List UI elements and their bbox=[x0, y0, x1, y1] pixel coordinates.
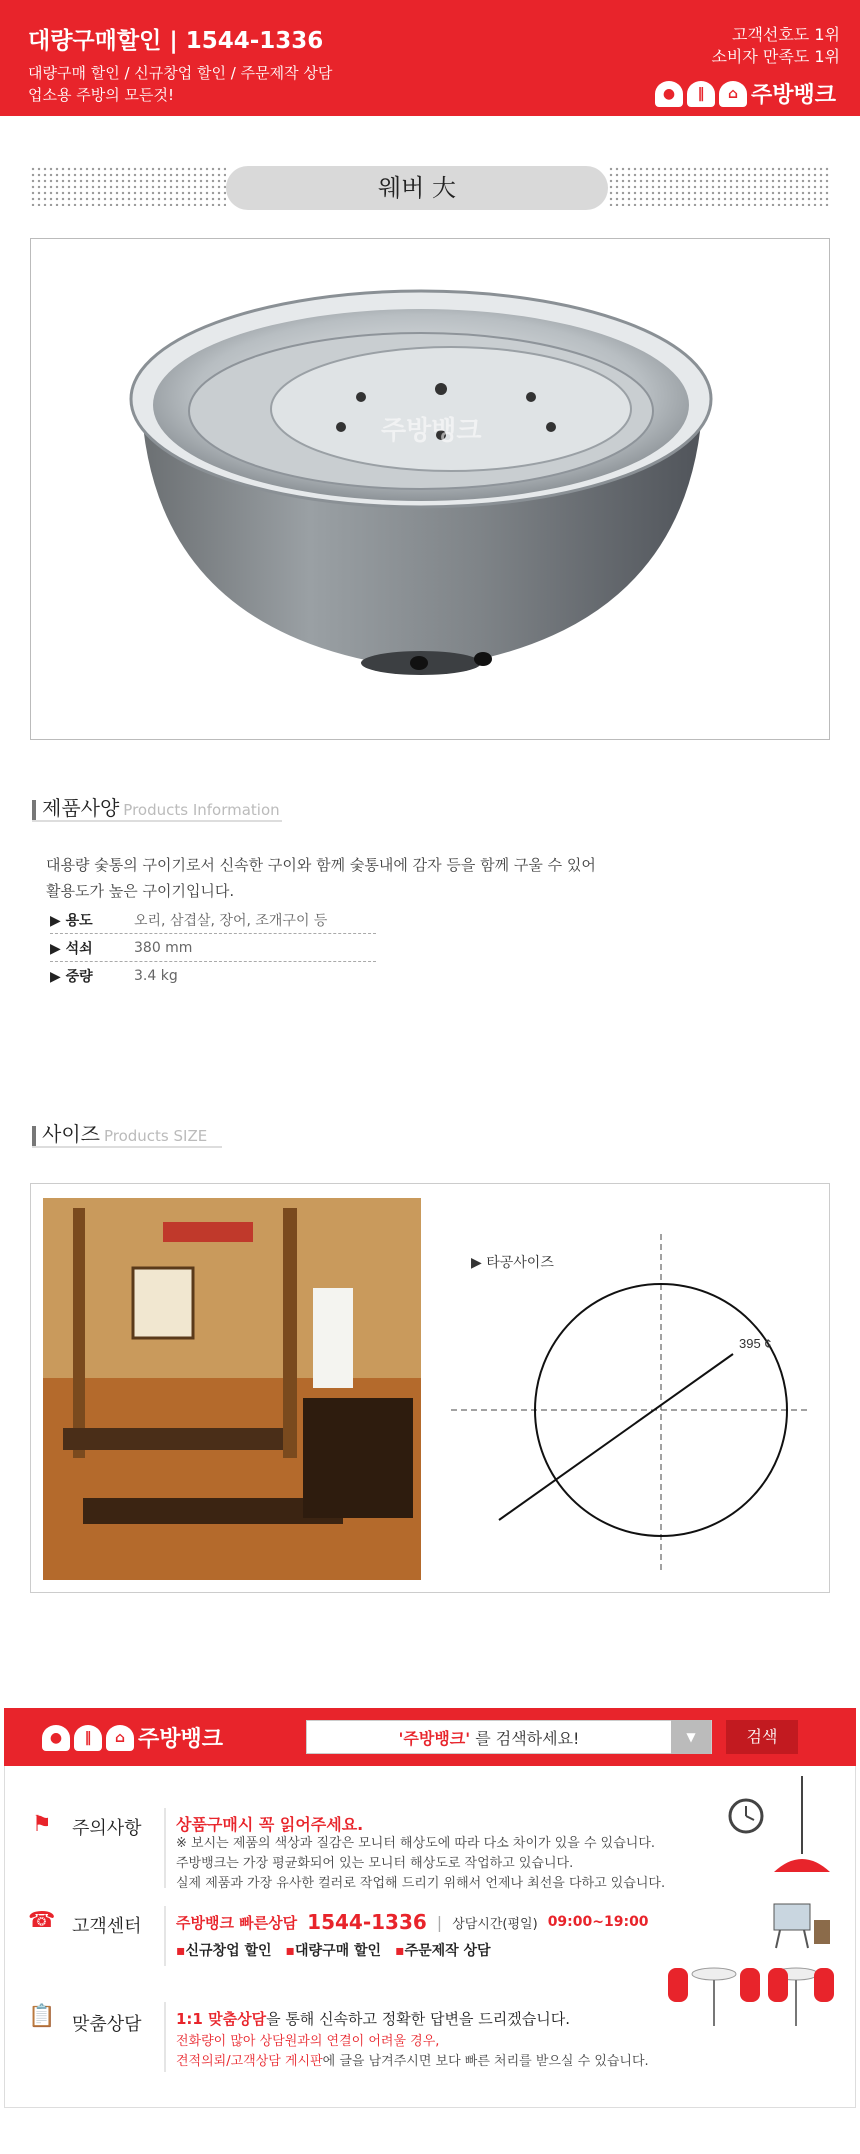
store-icon: ⌂ bbox=[719, 81, 747, 107]
hole-size-dimension: 395 ¢ bbox=[739, 1336, 772, 1351]
restaurant-photo bbox=[43, 1198, 421, 1580]
banner-right-2: 소비자 만족도 1위 bbox=[711, 47, 840, 66]
notice-label: 주의사항 bbox=[72, 1818, 142, 1839]
chevron-down-icon[interactable]: ▼ bbox=[671, 1720, 711, 1754]
consult-line-3: 견적의뢰/고객상담 게시판에 글을 남겨주시면 보다 빠른 처리를 받으실 수 있습니다. bbox=[176, 2054, 649, 2069]
search-button[interactable]: 검색 bbox=[726, 1720, 798, 1754]
spec-heading: 제품사양 Products Information bbox=[32, 792, 280, 821]
watermark-text: 주방뱅크 bbox=[381, 415, 482, 445]
footer-brand-name: 주방뱅크 bbox=[138, 1727, 224, 1752]
banner-line-2: 업소용 주방의 모든것! bbox=[28, 86, 174, 104]
size-frame bbox=[30, 1183, 830, 1593]
cs-tags: ▪신규창업 할인 ▪대량구매 할인 ▪주문제작 상담 bbox=[176, 1943, 491, 1959]
banner-right-1: 고객선호도 1위 bbox=[731, 25, 840, 44]
utensils-icon: ‖ bbox=[687, 81, 715, 107]
search-input[interactable] bbox=[306, 1720, 712, 1754]
spec-row: ▶ 중량 3.4 kg bbox=[50, 968, 178, 985]
search-placeholder-text: 를 검색하세요! bbox=[470, 1728, 580, 1748]
search-placeholder-brand: '주방뱅크' bbox=[398, 1728, 471, 1748]
consult-line-1: 1:1 맞춤상담을 통해 신속하고 정확한 답변을 드리겠습니다. bbox=[176, 2010, 570, 2028]
flag-icon: ⚑ bbox=[32, 1812, 52, 1837]
dot-pattern-left bbox=[30, 166, 226, 206]
spec-heading-underline bbox=[32, 820, 282, 822]
spec-row: ▶ 석쇠 380 mm bbox=[50, 934, 376, 962]
size-heading-underline bbox=[32, 1146, 222, 1148]
store-icon: ⌂ bbox=[106, 1725, 134, 1751]
notice-title: 상품구매시 꼭 읽어주세요. bbox=[176, 1815, 364, 1834]
brand-logo[interactable] bbox=[655, 78, 836, 109]
spec-description: 대용량 숯통의 구이기로서 신속한 구이와 함께 숯통내에 감자 등을 함께 구울 수 있어 활용도가 높은 구이기입니다. bbox=[46, 856, 596, 900]
easel-icon bbox=[770, 1900, 834, 1950]
banner-title: 대량구매할인 | 1544-1336 bbox=[28, 28, 324, 54]
hole-size-label: ▶ 타공사이즈 bbox=[471, 1255, 554, 1271]
grill-bowl-image bbox=[31, 239, 831, 741]
cs-phone[interactable]: 1544-1336 bbox=[307, 1910, 427, 1934]
clipboard-icon: 📋 bbox=[28, 2004, 56, 2029]
footer-brand-logo[interactable] bbox=[42, 1722, 223, 1753]
cs-contact: 주방뱅크 빠른상담 1544-1336 | 상담시간(평일) 09:00~19:00 bbox=[176, 1910, 649, 1934]
utensils-icon: ‖ bbox=[74, 1725, 102, 1751]
cafe-chairs-icon bbox=[664, 1960, 840, 2030]
brand-name: 주방뱅크 bbox=[750, 83, 836, 108]
cs-label: 고객센터 bbox=[72, 1916, 142, 1937]
size-heading: 사이즈 Products SIZE bbox=[32, 1118, 207, 1147]
clock-and-lamp-icon bbox=[724, 1776, 834, 1886]
product-image-frame bbox=[30, 238, 830, 740]
notice-body: ※ 보시는 제품의 색상과 질감은 모니터 해상도에 따라 다소 차이가 있을 수 있습니다. 주방뱅크는 가장 평균화되어 있는 모니터 해상도로 작업하고 있습니다. 실제 제품과 가장 유사한 컬러로 작업해 드리기 위해서 언제나 최선을 다하고 있습니다. bbox=[176, 1836, 666, 1891]
cloche-icon: ● bbox=[655, 81, 683, 107]
cloche-icon: ● bbox=[42, 1725, 70, 1751]
spec-row: ▶ 용도 오리, 삼겹살, 장어, 조개구이 등 bbox=[50, 906, 376, 934]
dot-pattern-right bbox=[608, 166, 830, 206]
hole-size-diagram bbox=[451, 1234, 821, 1584]
banner-line-1: 대량구매 할인 / 신규창업 할인 / 주문제작 상담 bbox=[28, 64, 333, 82]
product-title: 웨버 大 bbox=[226, 166, 608, 210]
consult-line-2: 전화량이 많아 상담원과의 연결이 어려울 경우, bbox=[176, 2034, 440, 2049]
telephone-icon: ☎ bbox=[28, 1908, 56, 1933]
consult-label: 맞춤상담 bbox=[72, 2014, 142, 2035]
